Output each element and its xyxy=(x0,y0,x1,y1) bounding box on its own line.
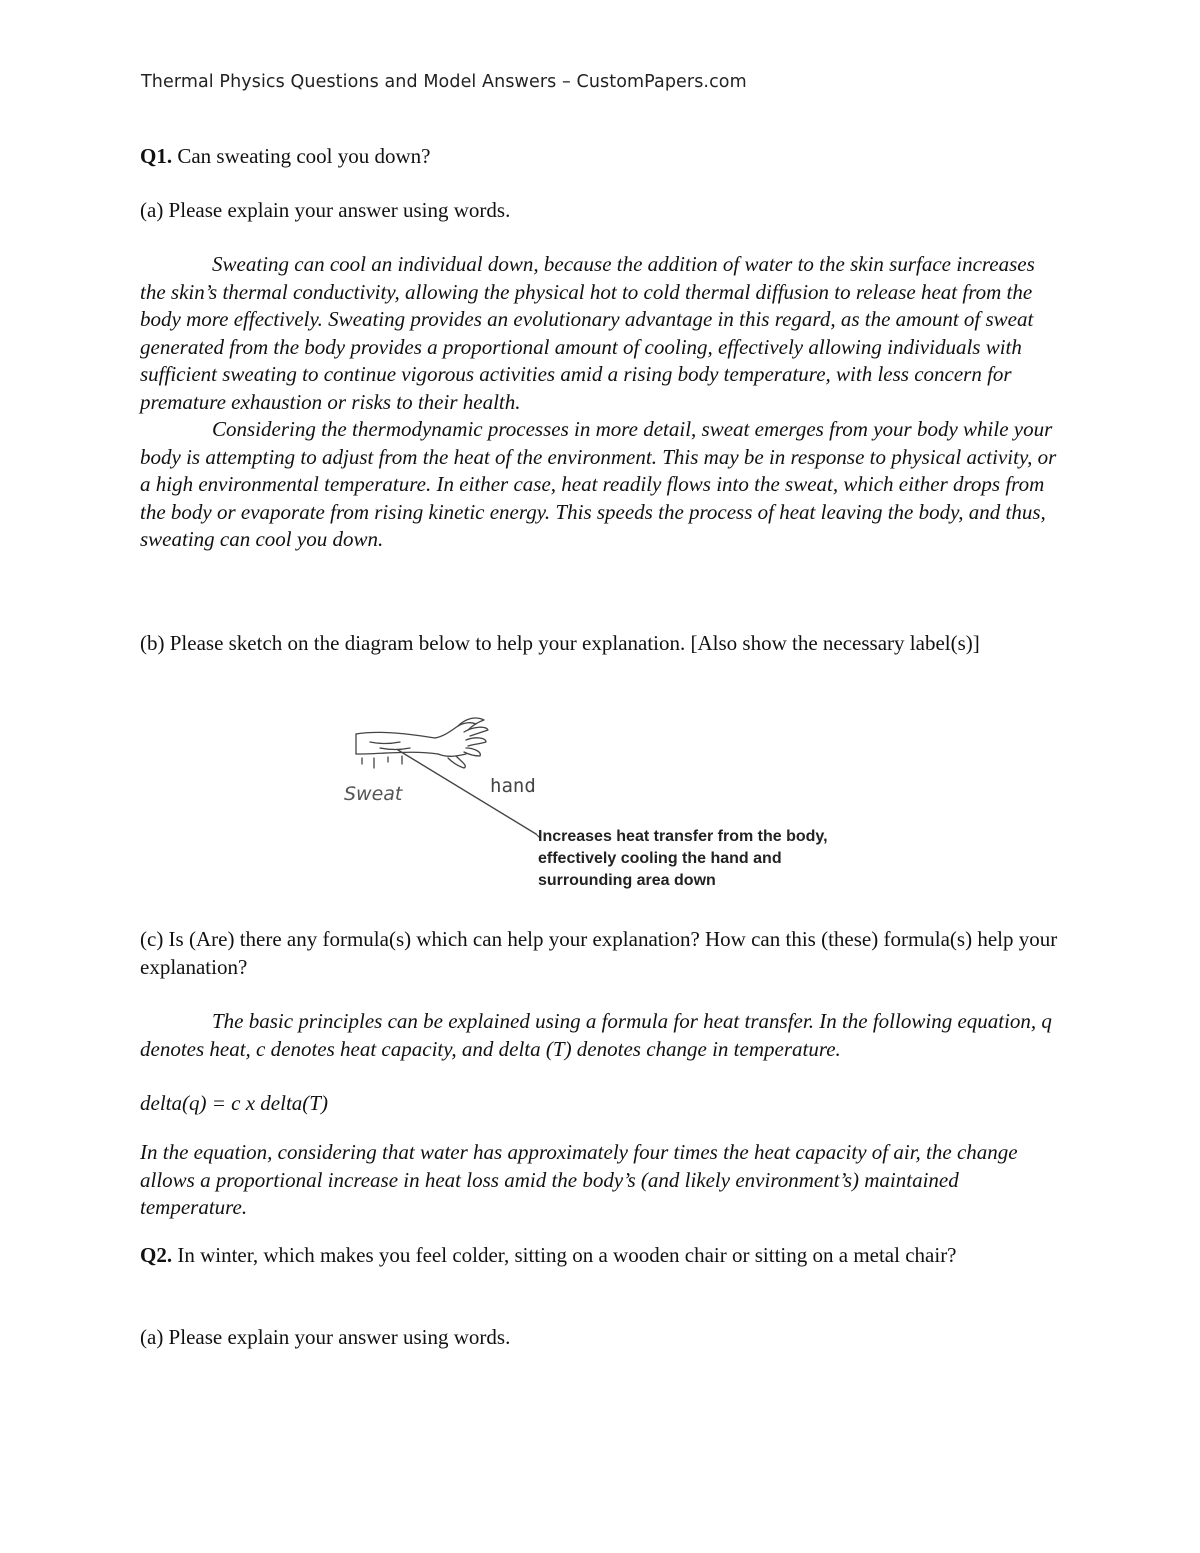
running-header: Thermal Physics Questions and Model Answers – CustomPapers.com xyxy=(141,72,747,92)
q1c-prompt: (c) Is (Are) there any formula(s) which can help your explanation? How can this (these) formula(s) help your explanation? xyxy=(140,927,1058,979)
q1c-answer-conclusion: In the equation, considering that water has approximately four times the heat capacity of air, the change allows a proportional increase in heat loss amid the body’s (and likely environment’s) maintained temperature. xyxy=(140,1140,1018,1219)
diagram-caption-line-3: surrounding area down xyxy=(538,872,716,889)
diagram-caption xyxy=(538,826,828,892)
q1a-answer xyxy=(140,251,1062,554)
formula: delta(q) = c x delta(T) xyxy=(140,1091,328,1115)
label-sweat: Sweat xyxy=(344,783,403,805)
label-hand: hand xyxy=(490,775,536,797)
q1-label: Q1. xyxy=(140,144,173,168)
q2-label: Q2. xyxy=(140,1243,173,1267)
diagram-caption-line-1: Increases heat transfer from the body, xyxy=(538,828,828,845)
q1a-prompt: (a) Please explain your answer using words. xyxy=(140,198,511,222)
q2-question xyxy=(140,1242,1062,1270)
q1c-answer-intro xyxy=(140,1008,1062,1063)
q1-question xyxy=(140,143,1062,171)
diagram-caption-line-2: effectively cooling the hand and xyxy=(538,850,782,867)
q1-question-text: Can sweating cool you down? xyxy=(177,144,431,168)
sweat-drops-sketch xyxy=(362,756,402,768)
q1c-answer-intro-text: The basic principles can be explained using a formula for heat transfer. In the following equation, q denotes heat, c denotes heat capacity, and delta (T) denotes change in temperature. xyxy=(140,1009,1052,1061)
q2-question-text: In winter, which makes you feel colder, sitting on a wooden chair or sitting on a metal chair? xyxy=(177,1243,957,1267)
q1b-prompt: (b) Please sketch on the diagram below to help your explanation. [Also show the necessary label(s)] xyxy=(140,631,980,655)
q1a-answer-paragraph-2: Considering the thermodynamic processes in more detail, sweat emerges from your body while your body is attempting to adjust from the heat of the environment. This may be in response to physical activity, or a high environmental temperature. In either case, heat readily flows into the sweat, which either drops from the body or evaporate from rising kinetic energy. This speeds the process of heat leaving the body, and thus, sweating can cool you down. xyxy=(140,417,1057,551)
q1a-answer-paragraph-1: Sweating can cool an individual down, because the addition of water to the skin surface increases the skin’s thermal conductivity, allowing the physical hot to cold thermal diffusion to release heat from the body more effectively. Sweating provides an evolutionary advantage in this regard, as the amount of sweat generated from the body provides a proportional amount of cooling, effectively allowing individuals with sufficient sweating to continue vigorous activities amid a rising body temperature, with less concern for premature exhaustion or risks to their health. xyxy=(140,252,1035,414)
q2a-prompt: (a) Please explain your answer using words. xyxy=(140,1325,511,1349)
